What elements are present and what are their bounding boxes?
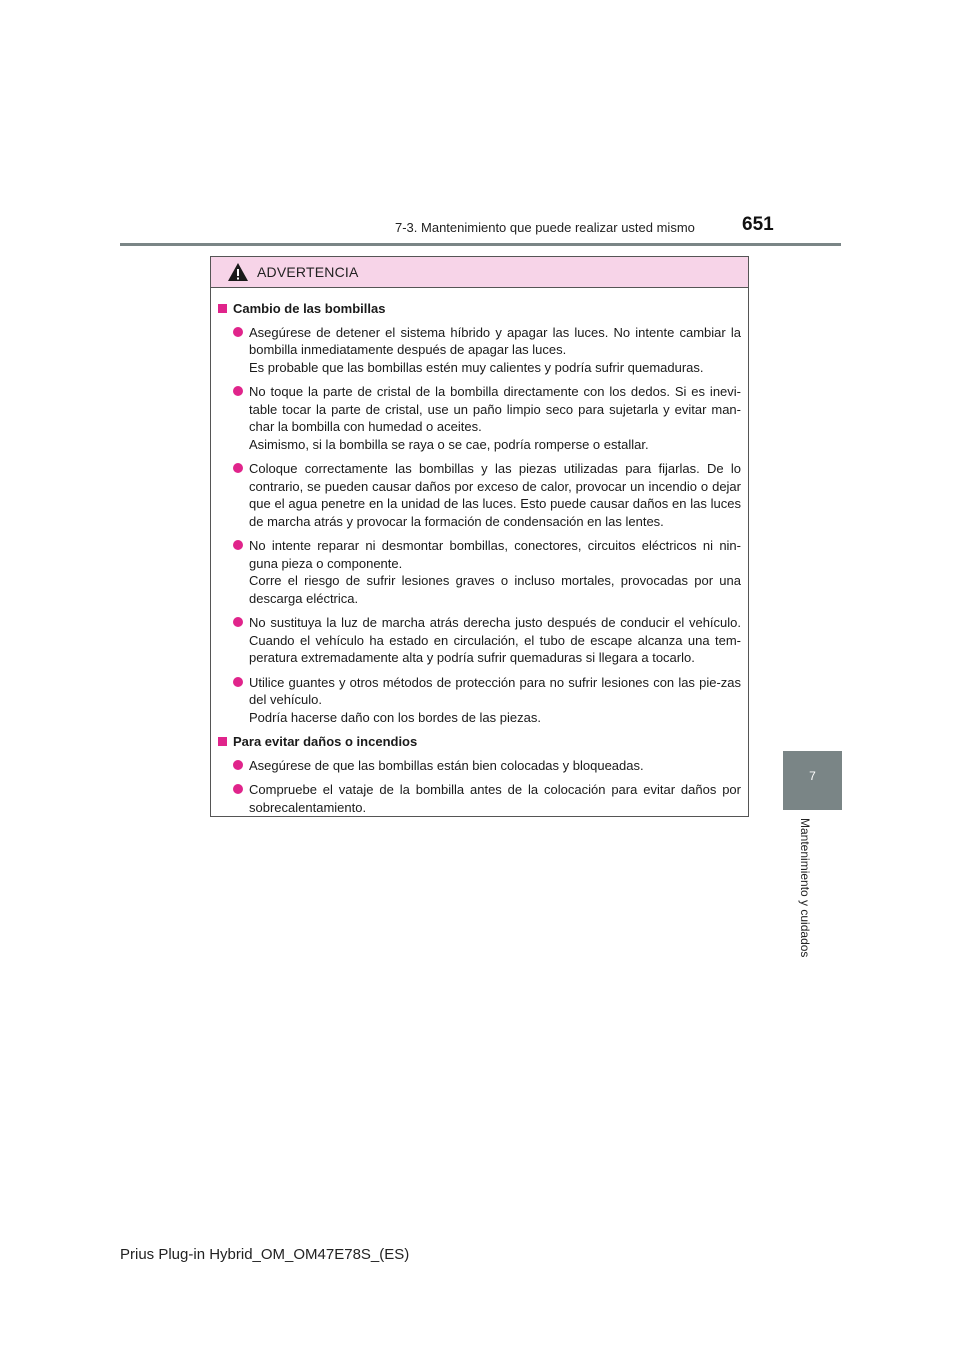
- item-text: [249, 383, 741, 453]
- item-text: [249, 674, 741, 727]
- round-bullet-icon: [233, 677, 243, 687]
- round-bullet-icon: [233, 617, 243, 627]
- warning-list-item: [225, 460, 741, 530]
- warning-list-item: [225, 324, 741, 377]
- item-paragraph: Asegúrese de que las bombillas están bien colocadas y bloqueadas.: [249, 757, 644, 773]
- page-number: 651: [742, 214, 774, 235]
- square-bullet-icon: [218, 737, 227, 746]
- warning-list-item: [225, 757, 741, 775]
- item-paragraph: No intente reparar ni desmontar bombillas, conectores, circuitos eléctricos ni nin-guna pieza o componente.: [249, 538, 741, 571]
- item-paragraph: Podría hacerse daño con los bordes de las piezas.: [249, 709, 541, 725]
- round-bullet-icon: [233, 784, 243, 794]
- round-bullet-icon: [233, 386, 243, 396]
- chapter-label: Mantenimiento y cuidados: [798, 818, 812, 958]
- warning-list-item: [225, 383, 741, 453]
- item-paragraph: Compruebe el vataje de la bombilla antes de la colocación para evitar daños por sobrecalentamiento.: [249, 782, 741, 815]
- warning-list-item: [225, 614, 741, 667]
- item-text: [249, 537, 741, 607]
- warning-body: [211, 288, 748, 823]
- warning-section-title: [215, 300, 741, 318]
- item-text: [249, 614, 741, 667]
- item-paragraph: Coloque correctamente las bombillas y las piezas utilizadas para fijarlas. De lo contrario, se pueden causar daños por exceso de calor, provocar un incendio o dejar que el agua penetre en la unidad de las luces. Esto puede causar daños en las luces de marcha atrás y provocar la formación de condensación en las lentes.: [249, 461, 741, 529]
- item-paragraph: No sustituya la luz de marcha atrás derecha justo después de conducir el vehículo. Cuando el vehículo ha estado en circulación, el tubo de escape alcanza una tem-peratura extremadamente alta y podría sufrir quemaduras si llegara a tocarlo.: [249, 615, 741, 665]
- warning-list-item: [225, 781, 741, 816]
- item-paragraph: Corre el riesgo de sufrir lesiones graves o incluso mortales, provocadas por una descarga eléctrica.: [249, 573, 741, 606]
- item-paragraph: No toque la parte de cristal de la bombilla directamente con los dedos. Si es inevi-table tocar la parte de cristal, use un paño limpio seco para sujetarla y evitar man-char la bombilla con humedad o aceites.: [249, 384, 741, 434]
- warning-title: ADVERTENCIA: [257, 264, 359, 280]
- header-rule: [120, 243, 841, 246]
- chapter-tab: [783, 751, 842, 810]
- warning-list-item: [225, 674, 741, 727]
- item-text: [249, 757, 741, 775]
- round-bullet-icon: [233, 463, 243, 473]
- item-paragraph: Es probable que las bombillas estén muy calientes y podría sufrir quemaduras.: [249, 359, 704, 375]
- warning-list-item: [225, 537, 741, 607]
- section-title-text: Para evitar daños o incendios: [233, 734, 418, 749]
- item-text: [249, 460, 741, 530]
- round-bullet-icon: [233, 540, 243, 550]
- square-bullet-icon: [218, 304, 227, 313]
- round-bullet-icon: [233, 760, 243, 770]
- warning-box: [210, 256, 749, 817]
- warning-header: [211, 257, 748, 288]
- item-paragraph: Asimismo, si la bombilla se raya o se cae, podría romperse o estallar.: [249, 436, 649, 452]
- section-heading: 7-3. Mantenimiento que puede realizar usted mismo: [395, 220, 695, 235]
- warning-section-title: [215, 733, 741, 751]
- item-paragraph: Utilice guantes y otros métodos de protección para no sufrir lesiones con las pie-zas del vehículo.: [249, 674, 741, 707]
- chapter-number: 7: [809, 769, 816, 783]
- item-paragraph: Asegúrese de detener el sistema híbrido y apagar las luces. No intente cambiar la bombilla inmediatamente después de apagar las luces.: [249, 324, 741, 357]
- round-bullet-icon: [233, 327, 243, 337]
- warning-triangle-icon: [227, 262, 249, 282]
- item-text: [249, 324, 741, 377]
- section-title-text: Cambio de las bombillas: [233, 301, 386, 316]
- item-text: [249, 781, 741, 816]
- footer-doc-id: Prius Plug-in Hybrid_OM_OM47E78S_(ES): [120, 1246, 410, 1263]
